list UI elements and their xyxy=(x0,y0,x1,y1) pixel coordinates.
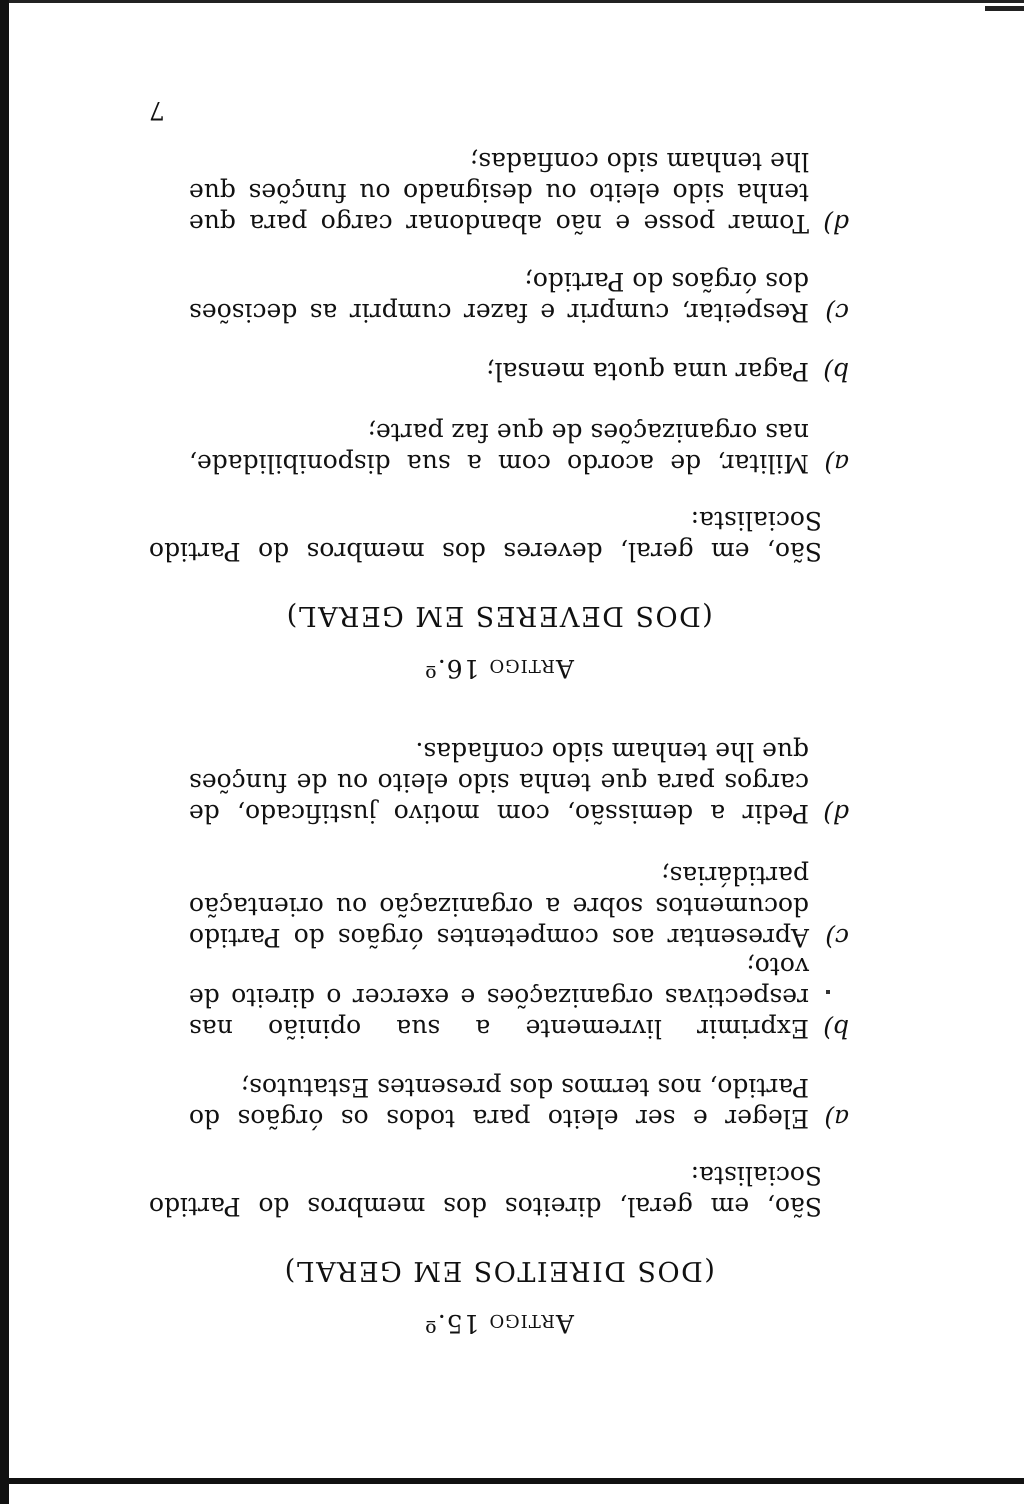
article-15-intro: São, em geral, direitos dos membros do Partido Socialista: xyxy=(149,1161,822,1221)
item-text: Pedir a demissão, com motivo justificado, de cargos para que tenha sido eleito ou de funções que lhe tenham sido confiadas. xyxy=(189,737,809,828)
page-number: 7 xyxy=(149,96,165,125)
item-text: Respeitar, cumprir e fazer cumprir as decisões dos órgãos do Partido; xyxy=(189,267,809,327)
page-content xyxy=(149,0,849,1504)
item-text: Militar, de acordo com a sua disponibilidade, nas organizações de que faz parte; xyxy=(189,418,809,478)
item-letter: b) xyxy=(823,1014,849,1043)
item-letter: c) xyxy=(825,923,849,952)
item-text: Tomar posse e não abandonar cargo para que tenha sido eleito ou designado ou funções que lhe tenham sido confiadas; xyxy=(189,147,809,238)
item-letter: a) xyxy=(824,449,849,478)
article-16-title: Artigo 16.º xyxy=(424,654,575,683)
item-letter: c) xyxy=(825,298,849,327)
article-15-heading: (DOS DIREITOS EM GERAL) xyxy=(283,1255,715,1286)
item-text: Exprimir livremente a sua opinião nas respectivas organizações e exercer o direito de voto; xyxy=(189,952,809,1043)
item-letter: b) xyxy=(823,357,849,386)
item-text: Apresentar aos competentes órgãos do Partido documentos sobre a organização ou orientação partidárias; xyxy=(189,861,809,952)
article-15-title: Artigo 15.º xyxy=(424,1309,575,1338)
item-text: Eleger e ser eleito para todos os órgãos do Partido, nos termos dos presentes Estatutos; xyxy=(189,1073,809,1133)
article-16-heading: (DOS DEVERES EM GERAL) xyxy=(285,600,713,631)
item-letter: d) xyxy=(823,799,849,828)
item-letter: a) xyxy=(824,1104,849,1133)
item-text: Pagar uma quota mensal; xyxy=(486,357,809,386)
article-16-intro: São, em geral, deveres dos membros do Partido Socialista: xyxy=(149,506,822,566)
item-letter: d) xyxy=(823,209,849,238)
